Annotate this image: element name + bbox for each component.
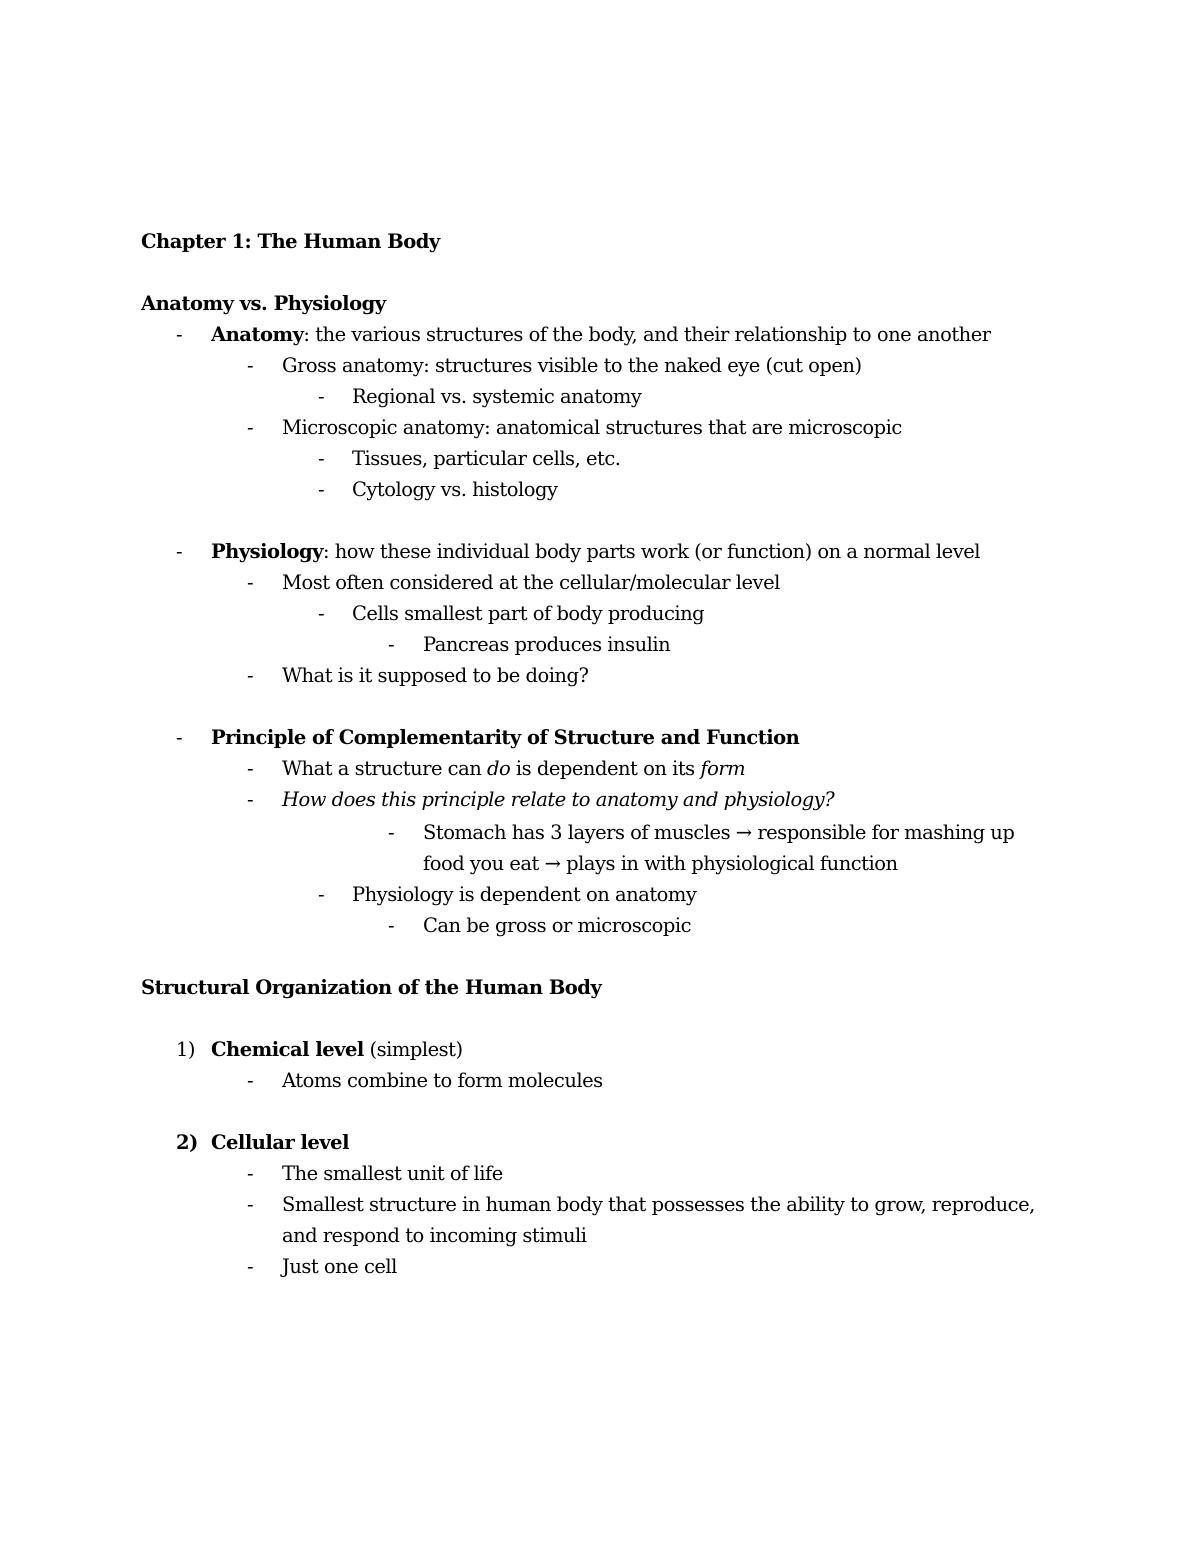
stomach-text-line1: Stomach has 3 layers of muscles → responsible for mashing up xyxy=(423,821,1015,844)
bullet-marker: - xyxy=(247,664,254,687)
bullet-marker: - xyxy=(388,821,395,844)
bullet-marker: - xyxy=(247,1255,254,1278)
tissues-text: Tissues, particular cells, etc. xyxy=(352,447,621,470)
microscopic-anatomy-text: Microscopic anatomy: anatomical structures that are microscopic xyxy=(282,416,902,439)
supposed-doing-text: What is it supposed to be doing? xyxy=(282,664,589,687)
term-chemical-level: Chemical level xyxy=(211,1038,364,1061)
bullet-marker: - xyxy=(318,602,325,625)
smallest-unit-text: The smallest unit of life xyxy=(282,1162,503,1185)
bullet-marker: - xyxy=(247,757,254,780)
physiology-dependent-text: Physiology is dependent on anatomy xyxy=(352,883,697,906)
principle-question-text: How does this principle relate to anatomy and physiology? xyxy=(282,788,835,811)
list-number: 1) xyxy=(176,1038,196,1061)
bullet-marker: - xyxy=(247,1193,254,1216)
bullet-marker: - xyxy=(247,571,254,594)
anatomy-definition: : the various structures of the body, and their relationship to one another xyxy=(303,323,991,346)
regional-systemic-text: Regional vs. systemic anatomy xyxy=(352,385,642,408)
emphasis-form: form xyxy=(700,757,746,780)
bullet-marker: - xyxy=(247,1162,254,1185)
physiology-definition: : how these individual body parts work (or function) on a normal level xyxy=(322,540,980,563)
bullet-marker: - xyxy=(176,726,183,749)
bullet-marker: - xyxy=(247,354,254,377)
smallest-structure-text-line2: and respond to incoming stimuli xyxy=(282,1224,587,1247)
term-principle: Principle of Complementarity of Structure and Function xyxy=(211,726,800,749)
emphasis-do: do xyxy=(487,757,511,780)
bullet-marker: - xyxy=(388,633,395,656)
gross-anatomy-text: Gross anatomy: structures visible to the naked eye (cut open) xyxy=(282,354,862,377)
bullet-marker: - xyxy=(176,323,183,346)
smallest-structure-text-line1: Smallest structure in human body that possesses the ability to grow, reproduce, xyxy=(282,1193,1035,1216)
stomach-text-line2: food you eat → plays in with physiological function xyxy=(423,852,898,875)
bullet-marker: - xyxy=(318,883,325,906)
list-number: 2) xyxy=(176,1131,198,1154)
bullet-marker: - xyxy=(247,416,254,439)
bullet-marker: - xyxy=(247,788,254,811)
bullet-marker: - xyxy=(318,478,325,501)
one-cell-text: Just one cell xyxy=(282,1255,397,1278)
gross-or-microscopic-text: Can be gross or microscopic xyxy=(423,914,692,937)
cellular-molecular-text: Most often considered at the cellular/molecular level xyxy=(282,571,780,594)
bullet-marker: - xyxy=(318,385,325,408)
term-cellular-level: Cellular level xyxy=(211,1131,349,1154)
cells-smallest-text: Cells smallest part of body producing xyxy=(352,602,705,625)
bullet-marker: - xyxy=(318,447,325,470)
cytology-text: Cytology vs. histology xyxy=(352,478,558,501)
term-anatomy: Anatomy xyxy=(211,323,304,346)
atoms-text: Atoms combine to form molecules xyxy=(282,1069,603,1092)
chemical-level-note: (simplest) xyxy=(363,1038,463,1061)
bullet-marker: - xyxy=(176,540,183,563)
bullet-marker: - xyxy=(247,1069,254,1092)
document-page: Chapter 1: The Human Body Anatomy vs. Physiology - Anatomy: the various structures of the body, and their relationship to one another - Gross anatomy: structures visible to the naked eye (cut open) - Regional vs. systemic anatomy - Microscopic anatomy: anatomical structures that are microscopic - Tissues, particular cells, etc. - Cytology vs. histology - Physiology: how these individual body parts work (or function) on a normal level - Most often considered at the cellular/molecular level - Cells smallest part of body producing - Pancreas produces insulin - What is it supposed to be doing? - Principle of Complementarity of Structure and Function - What a structure can do is dependent on its form - How does this principle relate to anatomy and physiology? - Stomach has 3 layers of muscles → responsible for mashing up food you eat → plays in with physiological function - Physiology is dependent on anatomy - Can be gross or microscopic Structural Organization of the Human Body 1) Chemical level (simplest) - Atoms combine to form molecules 2) Cellular level - The smallest unit of life - Smallest structure in human body that possesses the ability to grow, reproduce, and respond to incoming stimuli - Just one cell xyxy=(0,0,1200,1553)
term-physiology: Physiology xyxy=(211,540,323,563)
pancreas-text: Pancreas produces insulin xyxy=(423,633,671,656)
bullet-marker: - xyxy=(388,914,395,937)
